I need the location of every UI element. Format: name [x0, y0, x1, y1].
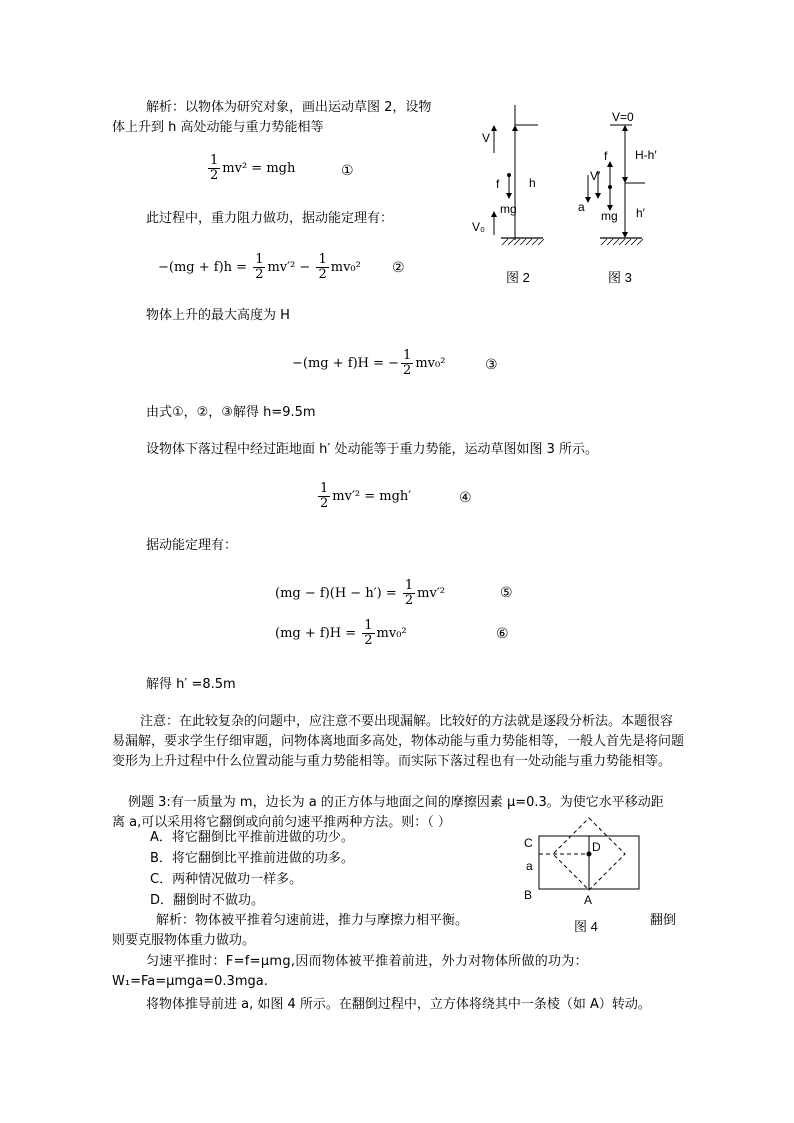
fig3-label-v0top: V=0 — [612, 110, 634, 124]
equation-5-mark: ⑤ — [500, 585, 513, 601]
fig3-ball — [608, 185, 612, 189]
example3-analysis-line1: 解析：物体被平推着匀速前进，推力与摩擦力相平衡。 — [156, 913, 469, 928]
fig2-caption: 图 2 — [506, 270, 530, 285]
fig2-label-f: f — [496, 177, 500, 191]
solve-h: 由式①，②，③解得 h=9.5m — [146, 405, 316, 420]
flat-push-line2: W₁=Fa=μmga=0.3mga. — [112, 974, 268, 989]
solve-h-prime: 解得 h′ =8.5m — [146, 677, 236, 692]
equation-6-mark: ⑥ — [496, 626, 509, 642]
fall-text: 设物体下落过程中经过距地面 h′ 处动能等于重力势能，运动草图如图 3 所示。 — [146, 442, 598, 457]
fig2-label-h: h — [529, 176, 536, 190]
fig2-ground-hatch — [502, 239, 544, 245]
fig3-label-hh: H-h′ — [635, 148, 657, 162]
equation-1-mark: ① — [341, 163, 354, 179]
fig4-caption: 图 4 — [574, 919, 598, 934]
example3-stem-line1: 例题 3:有一质量为 m，边长为 a 的正方体与地面之间的摩擦因素 μ=0.3。为使它水平移动距 — [128, 795, 664, 810]
equation-2-mark: ② — [392, 260, 405, 276]
example3-analysis-line2: 则要克服物体重力做功。 — [112, 933, 256, 948]
fig4-label-d: D — [592, 840, 601, 854]
roll-line: 将物体推导前进 a, 如图 4 所示。在翻倒过程中，立方体将绕其中一条棱（如 A）转动。 — [146, 997, 651, 1012]
option-a: A．将它翻倒比平推前进做的功少。 — [150, 830, 354, 845]
equation-5: (mg − f)(H − h′) = $\frac{1}{2}$ mv′² — [275, 578, 446, 608]
fig3-label-mg: mg — [601, 209, 618, 223]
fig3-label-a: a — [578, 200, 585, 214]
equation-3-mark: ③ — [485, 357, 498, 373]
fig2-label-mg: mg — [500, 202, 517, 216]
fig2-label-v: V — [482, 131, 491, 145]
equation-3: −(mg + f)H = − $\frac{1}{2}$ mv₀² — [292, 348, 446, 378]
equation-1: $\frac{1}{2}$ mv² = mgh — [210, 153, 296, 183]
flat-push-line1: 匀速平推时：F=f=μmg,因而物体被平推着前进，外力对物体所做的功为： — [146, 954, 588, 969]
option-d: D．翻倒时不做功。 — [150, 893, 265, 908]
fig3-caption: 图 3 — [608, 270, 632, 285]
fig4-label-a: A — [584, 893, 593, 907]
fig4-label-a-side: a — [526, 859, 533, 873]
note-paragraph: 注意：在此较复杂的问题中，应注意不要出现漏解。比较好的方法就是逐段分析法。本题很容易漏解，要求学生仔细审题，问物体离地面多高处，物体动能与重力势能相等，一般人首先是将问题变形为上升过程中什么位置动能与重力势能相等。而实际下落过程也有一处动能与重力势能相等。 — [112, 714, 685, 769]
figures-2-3 — [460, 105, 660, 290]
theorem-text: 据动能定理有： — [146, 538, 238, 553]
fig3-ground-hatch — [601, 239, 643, 245]
example3-analysis-tail: 翻倒 — [650, 913, 677, 928]
option-b: B．将它翻倒比平推前进做的功多。 — [150, 851, 354, 866]
fig4-label-b: B — [524, 888, 533, 902]
equation-6: (mg + f)H = $\frac{1}{2}$ mv₀² — [275, 618, 407, 648]
option-c: C．两种情况做功一样多。 — [150, 872, 303, 887]
fig2-ball — [507, 173, 511, 177]
fig4-label-c: C — [524, 836, 533, 850]
fig3-label-v: V′ — [590, 169, 601, 183]
fig2-label-v0: V₀ — [472, 220, 485, 234]
figure-3-diagram — [588, 125, 645, 245]
fig3-label-h2: h′ — [636, 206, 645, 220]
equation-4: $\frac{1}{2}$ mv′² = mgh′ — [320, 481, 412, 511]
equation-4-mark: ④ — [459, 490, 472, 506]
analysis-intro-line1: 解析：以物体为研究对象，画出运动草图 2，设物 — [146, 100, 432, 115]
fig4-point-d — [587, 852, 592, 857]
max-height-text: 物体上升的最大高度为 H — [146, 308, 290, 323]
process-text: 此过程中，重力阻力做功，据动能定理有： — [146, 211, 394, 226]
figure-4 — [518, 815, 648, 940]
fig3-label-f: f — [604, 149, 608, 163]
analysis-intro-line2: 体上升到 h 高处动能与重力势能相等 — [112, 120, 324, 135]
equation-2: −(mg + f)h = $\frac{1}{2}$ mv′² − $\frac{1}{2}$ mv₀² — [158, 252, 361, 282]
figure-2-diagram — [494, 105, 544, 245]
example3-stem-line2: 离 a,可以采用将它翻倒或向前匀速平推两种方法。则：（ ） — [112, 815, 451, 830]
